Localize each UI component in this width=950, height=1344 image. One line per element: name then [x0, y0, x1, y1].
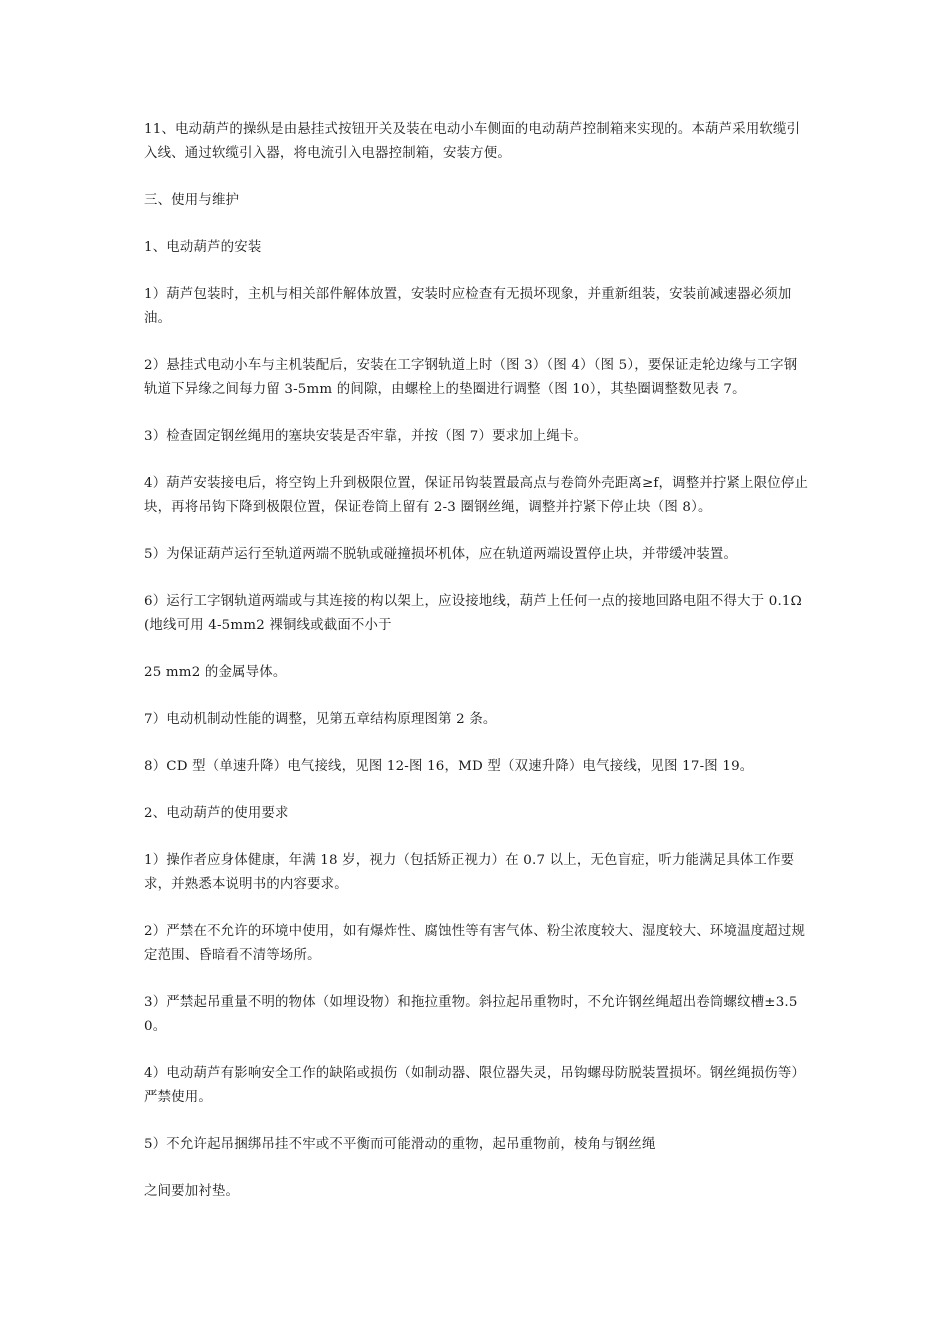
paragraph: 2）悬挂式电动小车与主机装配后，安装在工字钢轨道上时（图 3）（图 4）（图 5），要保证走轮边缘与工字钢轨道下异缘之间每力留 3-5mm 的间隙，由螺栓上的垫圈进行调整（图 10），其垫圈调整数见表 7。: [144, 358, 798, 397]
paragraph: 1）操作者应身体健康，年满 18 岁，视力（包括矫正视力）在 0.7 以上，无色盲症，听力能满足具体工作要求，并熟悉本说明书的内容要求。: [144, 853, 795, 892]
paragraph: 2）严禁在不允许的环境中使用，如有爆炸性、腐蚀性等有害气体、粉尘浓度较大、湿度较大、环境温度超过规定范围、昏暗看不清等场所。: [144, 924, 806, 963]
paragraph: 6）运行工字钢轨道两端或与其连接的构以架上，应设接地线，葫芦上任何一点的接地回路电阻不得大于 0.1Ω(地线可用 4-5mm2 裸铜线或截面不小于: [144, 594, 802, 633]
paragraph: 4）电动葫芦有影响安全工作的缺陷或损伤（如制动器、限位器失灵，吊钩螺母防脱装置损坏。钢丝绳损伤等）严禁使用。: [144, 1066, 806, 1105]
paragraph: 3）检查固定钢丝绳用的塞块安装是否牢靠，并按（图 7）要求加上绳卡。: [144, 429, 588, 444]
subsection-heading: 2、电动葫芦的使用要求: [144, 806, 289, 821]
paragraph: 3）严禁起吊重量不明的物体（如埋设物）和拖拉重物。斜拉起吊重物时，不允许钢丝绳超出卷筒螺纹槽±3.50。: [144, 995, 798, 1034]
section-heading: 三、使用与维护: [144, 193, 240, 208]
paragraph: 25 mm2 的金属导体。: [144, 665, 287, 680]
paragraph: 7）电动机制动性能的调整，见第五章结构原理图第 2 条。: [144, 712, 497, 727]
paragraph: 5）不允许起吊捆绑吊挂不牢或不平衡而可能滑动的重物，起吊重物前，棱角与钢丝绳: [144, 1137, 656, 1152]
document-body: [144, 118, 809, 1204]
paragraph: 之间要加衬垫。: [144, 1184, 240, 1199]
paragraph: 8）CD 型（单速升降）电气接线，见图 12-图 16，MD 型（双速升降）电气接线，见图 17-图 19。: [144, 759, 754, 774]
paragraph: 11、电动葫芦的操纵是由悬挂式按钮开关及装在电动小车侧面的电动葫芦控制箱来实现的。本葫芦采用软缆引入线、通过软缆引入器，将电流引入电器控制箱，安装方便。: [144, 122, 801, 161]
paragraph: 4）葫芦安装接电后，将空钩上升到极限位置，保证吊钩装置最高点与卷筒外壳距离≥f，调整并拧紧上限位停止块，再将吊钩下降到极限位置，保证卷筒上留有 2-3 圈钢丝绳，调整并拧紧下停止块（图 8）。: [144, 476, 809, 515]
paragraph: 1）葫芦包装时，主机与相关部件解体放置，安装时应检查有无损坏现象，并重新组装，安装前减速器必须加油。: [144, 287, 792, 326]
paragraph: 5）为保证葫芦运行至轨道两端不脱轨或碰撞损坏机体，应在轨道两端设置停止块，并带缓冲装置。: [144, 547, 738, 562]
subsection-heading: 1、电动葫芦的安装: [144, 240, 262, 255]
